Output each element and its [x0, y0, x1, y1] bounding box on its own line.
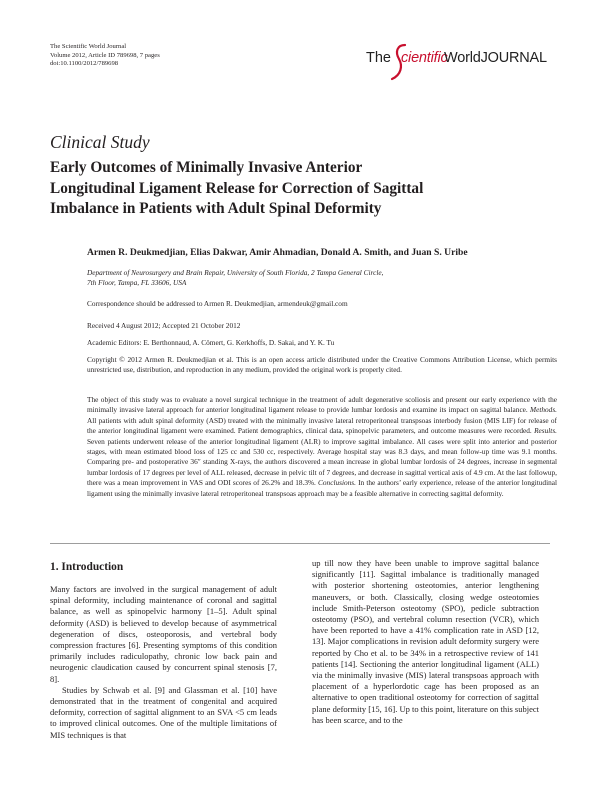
academic-editors: Academic Editors: E. Berthonnaud, A. Cömert, G. Kerkhoffs, D. Sakai, and Y. K. Tu: [87, 338, 335, 347]
abstract-conclusions: In the authors’ early experience, release of the anterior longitudinal ligament using the minimally invasive lateral retroperitoneal transpsoas approach may be a feasible alternative in correcting sagittal deformity.: [87, 478, 558, 498]
section-divider: [50, 543, 550, 544]
title-line-3: Imbalance in Patients with Adult Spinal Deformity: [50, 200, 382, 217]
affiliation-line-1: Department of Neurosurgery and Brain Repair, University of South Florida, 2 Tampa General Circle,: [87, 268, 384, 277]
affiliation-line-2: 7th Floor, Tampa, FL 33606, USA: [87, 278, 187, 287]
abstract-methods: All patients with adult spinal deformity (ASD) treated with the minimally invasive lateral retroperitoneal transpsoas interbody fusion (MIS LIF) for release of the anterior longitudinal ligament were examined. Patient demographics, clinical data, spinopelvic parameters, and outcome measures were recorded.: [87, 415, 557, 436]
logo-world-journal: WorldJOURNAL: [444, 50, 547, 66]
article-type: Clinical Study: [50, 132, 150, 152]
title-line-1: Early Outcomes of Minimally Invasive Anterior: [50, 159, 363, 176]
abstract-methods-label: Methods.: [530, 405, 557, 415]
journal-name: The Scientific World Journal: [50, 43, 127, 50]
journal-logo: [366, 42, 556, 82]
abstract-objective: The object of this study was to evaluate a novel surgical technique in the treatment of adult degenerative scoliosis and present our early experience with the minimally invasive lateral approach for anterior longitudinal ligament release to provide lumbar lordosis and examine its impact on sagittal balance.: [87, 395, 557, 415]
introduction-heading: 1. Introduction: [50, 561, 124, 573]
logo-the: The: [366, 50, 391, 66]
author-list: Armen R. Deukmedjian, Elias Dakwar, Amir Ahmadian, Donald A. Smith, and Juan S. Uribe: [87, 247, 468, 258]
volume-line: Volume 2012, Article ID 789698, 7 pages: [50, 51, 160, 59]
correspondence: Correspondence should be addressed to Armen R. Deukmedjian, armendeuk@gmail.com: [87, 299, 348, 308]
doi-line: doi:10.1100/2012/789698: [50, 60, 119, 68]
copyright-notice: Copyright © 2012 Armen R. Deukmedjian et al. This is an open access article distributed under the Creative Commons Attribution License, which permits unrestricted use, distribution, and reproduction in any medium, provided the original work is properly cited.: [87, 355, 557, 374]
abstract-conclusions-label: Conclusions.: [318, 478, 356, 488]
logo-scientific: cientific: [401, 50, 448, 66]
abstract-results: Seven patients underwent release of the anterior longitudinal ligament (ALR) to improve sagittal imbalance. All cases were split into anterior and posterior stages, with mean estimated blood loss of 125 cc and 530 cc, respectively. Average hospital stay was 8.3 days, and mean follow-up time was 9.1 months. Comparing pre- and postoperative 36″ standing X-rays, the authors discovered a mean increase in global lumbar lordosis of 24 degrees, increase in segmental lumbar lordosis of 17 degrees per level of ALL released, decrease in pelvic tilt of 7 degrees, and decrease in sagittal vertical axis of 4.9 cm. At the last followup, there was a mean improvement in VAS and ODI scores of 26.2% and 18.3%.: [87, 436, 557, 488]
body-column-right: [312, 558, 539, 726]
abstract: [87, 395, 557, 499]
journal-meta: [50, 43, 160, 69]
title-line-2: Longitudinal Ligament Release for Correction of Sagittal: [50, 179, 424, 197]
article-title: [50, 158, 560, 220]
affiliation: [87, 268, 557, 288]
intro-paragraph-1: Many factors are involved in the surgical management of adult spinal deformity, including maintenance of coronal and sagittal balance, as well as spinopelvic harmony [1–5]. Adult spinal deformity (ASD) is believed to develop because of asymmetrical degeneration of discs, osteoporosis, and vertebral body compression fractures [6]. Presenting symptoms of this condition primarily includes radiculopathy, chronic low back pain and neurogenic claudication caused by concurrent spinal stenosis [7, 8].: [50, 584, 277, 684]
intro-paragraph-continued: up till now they have been unable to improve sagittal balance significantly [11]. Sagittal imbalance is traditionally managed with posterior shortening osteotomies, anterior lengthening maneuvers, or both. Classically, closing wedge osteotomies include Smith-Peterson osteotomy (SPO), pedicle subtraction osteotomy (PSO), and vertebral column resection (VCR), which have been reported to have a 41% complication rate in ASD [12, 13]. Major complications in revision adult deformity surgery were reported by Cho et al. to be 34% in a retrospective review of 141 patients [14]. Sectioning the anterior longitudinal ligament (ALL) via the minimally invasive (MIS) lateral transpsoas approach with placement of a hyperlordotic cage has been proposed as an alternative to open traditional osteotomy for correction of sagittal plane deformity [15, 16]. Up to this point, literature on this subject has been scarce, and to the: [312, 558, 539, 725]
abstract-results-label: Results.: [534, 426, 557, 436]
received-dates: Received 4 August 2012; Accepted 21 October 2012: [87, 321, 241, 330]
body-column-left: [50, 584, 277, 741]
intro-paragraph-2: Studies by Schwab et al. [9] and Glassman et al. [10] have demonstrated that in the treatment of congenital and acquired deformity, correction of sagittal alignment to an SVA <5 cm leads to improved clinical outcomes. One of the multiple limitations of MIS techniques is that: [50, 684, 277, 740]
